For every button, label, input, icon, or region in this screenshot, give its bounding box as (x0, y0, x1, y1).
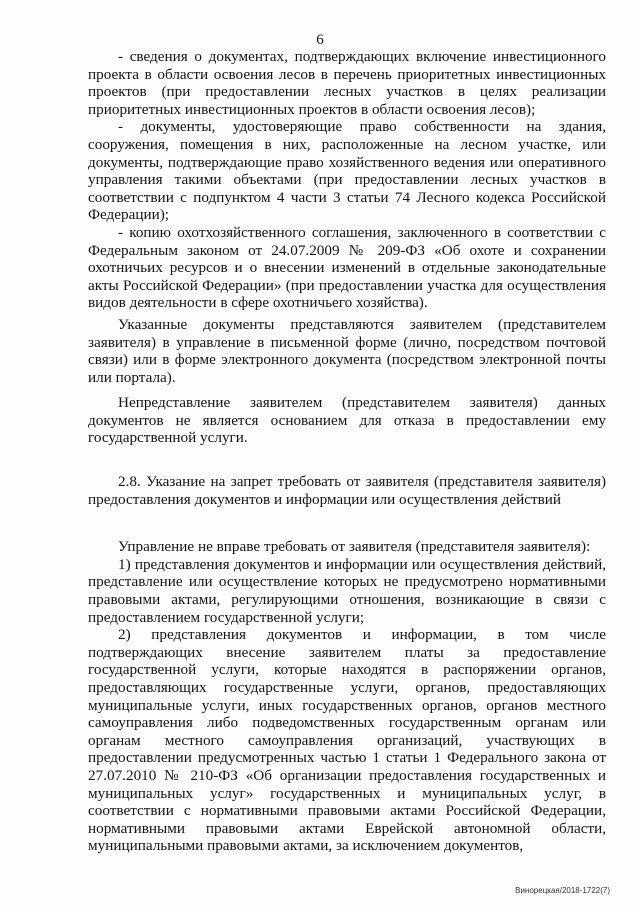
paragraph-investment-project-info: - сведения о документах, подтверждающих включение инвестиционного проекта в области освоения лесов в перечень приоритетных инвестиционных проектов (при предоставлении лесных участков в целях реализации приоритетных инвестиционных проектов в области освоения лесов); (88, 48, 606, 118)
paragraph-hunting-agreement: - копию охотхозяйственного соглашения, заключенного в соответствии с Федеральным законом от 24.07.2009 № 209-ФЗ «Об охоте и сохранении охотничьих ресурсов и о внесении изменений в отдельные законодательные акты Российской Федерации» (при предоставлении участка для осуществления видов деятельности в сфере охотничьего хозяйства). (88, 223, 606, 312)
document-reference-code: Винорецкая/2018-1722(7) (515, 886, 610, 895)
paragraph-non-submission: Непредставление заявителем (представителем заявителя) данных документов не является основанием для отказа в предоставлении ему государственной услуги. (88, 394, 606, 447)
page-number: 6 (316, 32, 324, 48)
paragraph-submission-method: Указанные документы представляются заявителем (представителем заявителя) в управление в письменной форме (лично, посредством почтовой связи) или в форме электронного документа (посредством электронной почты или портала). (88, 315, 606, 386)
section-heading: 2.8. Указание на запрет требовать от заявителя (представителя заявителя) предоставления документов и информации или осуществления действий (88, 473, 606, 508)
document-body (88, 48, 606, 855)
list-item-1: 1) представления документов и информации или осуществления действий, представление или осуществление которых не предусмотрено нормативными правовыми актами, регулирующими отношения, возникающие в связи с предоставлением государственной услуги; (88, 555, 606, 626)
list-item-2: 2) представления документов и информации, в том числе подтверждающих внесение заявителем платы за предоставление государственной услуги, которые находятся в распоряжении органов, предоставляющих государственные услуги, органов, предоставляющих муниципальные услуги, иных государственных органов, органов местного самоуправления либо подведомственных государственным органам или органам местного самоуправления организаций, участвующих в предоставлении предусмотренных частью 1 статьи 1 Федерального закона от 27.07.2010 № 210-ФЗ «Об организации предоставления государственных и муниципальных услуг» государственных и муниципальных услуг, в соответствии с нормативными правовыми актами Российской Федерации, нормативными правовыми актами Еврейской автономной области, муниципальными правовыми актами, за исключением документов, (88, 626, 606, 855)
section-intro: Управление не вправе требовать от заявителя (представителя заявителя): (118, 538, 591, 556)
paragraph-ownership-documents: - документы, удостоверяющие право собственности на здания, сооружения, помещения в них, расположенные на лесном участке, или документы, подтверждающие право хозяйственного ведения или оперативного управления такими объектами (при предоставлении лесных участков в соответствии с подпунктом 4 части 3 статьи 74 Лесного кодекса Российской Федерации); (88, 118, 606, 224)
